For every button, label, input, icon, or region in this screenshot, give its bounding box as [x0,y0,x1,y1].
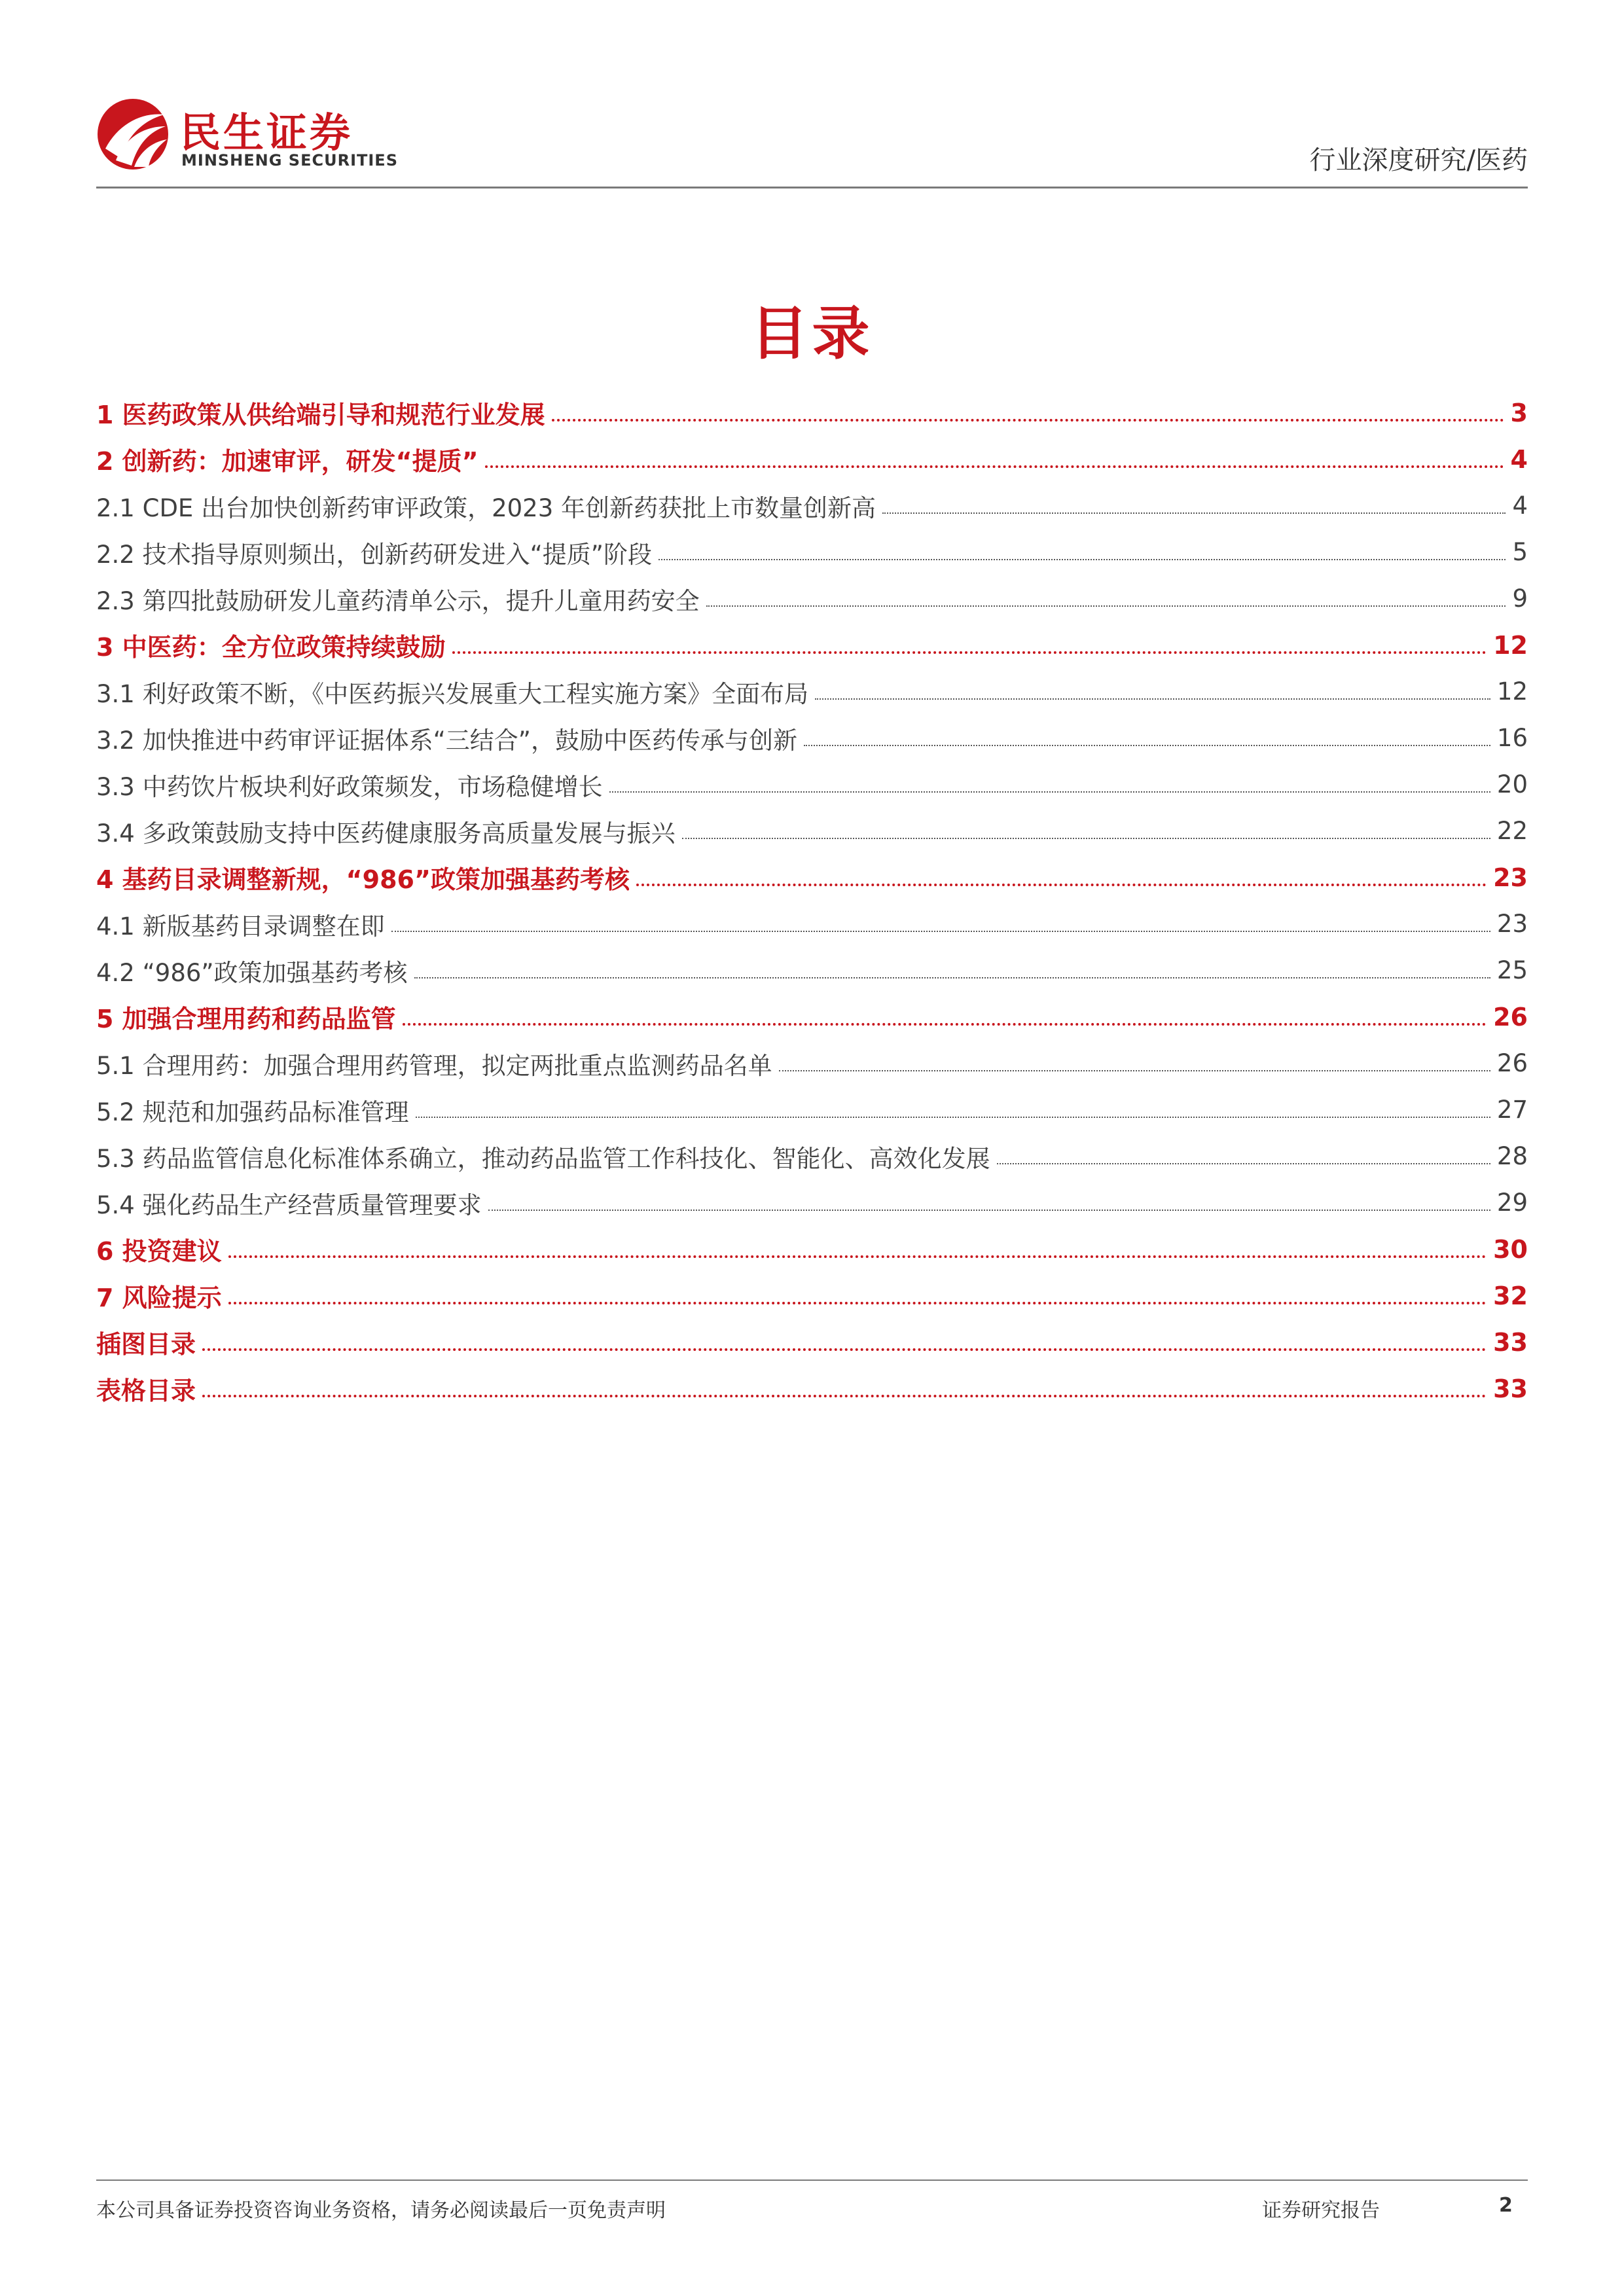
toc-entry-label: 2.2 技术指导原则频出，创新药研发进入“提质”阶段 [96,540,652,569]
toc-dot-leader [706,605,1506,607]
toc-dot-leader [202,1348,1487,1351]
logo-chinese-name: 民生证券 [180,109,353,156]
toc-entry-page: 23 [1493,863,1528,892]
toc-dot-leader [815,698,1490,700]
toc-dot-leader [228,1255,1487,1258]
toc-entry-subsection[interactable] [96,1040,1528,1086]
company-logo [96,95,410,173]
toc-entry-subsection[interactable] [96,529,1528,575]
toc-dot-leader [414,977,1490,978]
toc-entry-page: 29 [1496,1189,1528,1217]
toc-entry-subsection[interactable] [96,808,1528,854]
toc-entry-label: 3.4 多政策鼓励支持中医药健康服务高质量发展与振兴 [96,819,676,848]
toc-entry-label: 3.1 利好政策不断，《中医药振兴发展重大工程实施方案》全面布局 [96,679,809,708]
footer-disclaimer: 本公司具备证券投资咨询业务资格，请务必阅读最后一页免责声明 [96,2199,666,2222]
report-category: 行业深度研究/医药 [1309,145,1528,175]
toc-entry-subsection[interactable] [96,761,1528,808]
toc-entry-subsection[interactable] [96,947,1528,994]
footer-page-number: 2 [1499,2194,1513,2217]
table-of-contents [96,389,1528,1412]
toc-entry-label: 4.2 “986”政策加强基药考核 [96,958,408,987]
toc-entry-label: 表格目录 [96,1376,196,1405]
toc-dot-leader [485,465,1504,468]
toc-dot-leader [228,1302,1487,1304]
toc-entry-page: 26 [1493,1002,1528,1031]
toc-entry-section[interactable] [96,1226,1528,1272]
toc-entry-page: 4 [1510,444,1528,474]
toc-entry-page: 30 [1493,1234,1528,1264]
toc-dot-leader [636,884,1487,886]
toc-dot-leader [202,1395,1487,1397]
toc-dot-leader [552,419,1504,422]
toc-entry-page: 22 [1496,817,1528,845]
toc-entry-label: 5.4 强化药品生产经营质量管理要求 [96,1191,482,1219]
toc-entry-label: 1 医药政策从供给端引导和规范行业发展 [96,401,545,429]
toc-entry-label: 5 加强合理用药和药品监管 [96,1005,396,1033]
toc-entry-label: 3.3 中药饮片板块利好政策频发，市场稳健增长 [96,772,603,801]
footer-divider [96,2179,1528,2181]
footer-report-type: 证券研究报告 [1262,2199,1380,2222]
toc-entry-label: 5.1 合理用药：加强合理用药管理，拟定两批重点监测药品名单 [96,1051,772,1080]
toc-entry-section[interactable] [96,1272,1528,1319]
toc-entry-page: 26 [1496,1049,1528,1077]
toc-entry-page: 32 [1493,1281,1528,1310]
toc-entry-page: 16 [1496,724,1528,752]
toc-dot-leader [682,838,1490,839]
toc-entry-page: 28 [1496,1142,1528,1170]
toc-entry-subsection[interactable] [96,1133,1528,1179]
toc-entry-page: 33 [1493,1374,1528,1403]
toc-entry-label: 7 风险提示 [96,1283,222,1312]
toc-entry-page: 33 [1493,1327,1528,1357]
toc-entry-label: 2.3 第四批鼓励研发儿童药清单公示，提升儿童用药安全 [96,586,700,615]
toc-entry-section[interactable] [96,622,1528,668]
toc-entry-section[interactable] [96,389,1528,436]
toc-dot-leader [391,931,1490,932]
toc-dot-leader [416,1117,1490,1118]
toc-entry-label: 插图目录 [96,1330,196,1359]
toc-entry-page: 20 [1496,770,1528,798]
toc-entry-subsection[interactable] [96,901,1528,947]
toc-entry-section[interactable] [96,1365,1528,1412]
toc-entry-label: 5.2 规范和加强药品标准管理 [96,1098,409,1126]
header-divider [96,187,1528,188]
toc-dot-leader [403,1023,1487,1026]
toc-entry-page: 5 [1512,538,1528,566]
minsheng-logo-icon [96,98,170,171]
toc-entry-label: 4 基药目录调整新规，“986”政策加强基药考核 [96,865,630,894]
toc-dot-leader [997,1163,1490,1164]
toc-entry-subsection[interactable] [96,482,1528,529]
toc-entry-page: 4 [1512,492,1528,520]
toc-entry-label: 2.1 CDE 出台加快创新药审评政策，2023 年创新药获批上市数量创新高 [96,493,876,522]
toc-entry-label: 3 中医药：全方位政策持续鼓励 [96,633,446,662]
toc-entry-subsection[interactable] [96,1179,1528,1226]
logo-english-name: MINSHENG SECURITIES [181,151,398,170]
toc-entry-subsection[interactable] [96,1086,1528,1133]
toc-entry-section[interactable] [96,854,1528,901]
toc-entry-page: 9 [1512,584,1528,613]
toc-entry-page: 25 [1496,956,1528,984]
toc-dot-leader [882,512,1506,514]
page-header [96,95,1528,187]
toc-entry-label: 2 创新药：加速审评，研发“提质” [96,447,478,476]
toc-dot-leader [452,651,1487,654]
toc-entry-subsection[interactable] [96,715,1528,761]
toc-dot-leader [659,559,1506,560]
toc-entry-page: 27 [1496,1096,1528,1124]
toc-entry-subsection[interactable] [96,575,1528,622]
toc-dot-leader [779,1070,1490,1071]
toc-dot-leader [488,1210,1490,1211]
toc-entry-page: 3 [1510,398,1528,427]
toc-entry-section[interactable] [96,436,1528,482]
toc-entry-section[interactable] [96,1319,1528,1365]
toc-dot-leader [804,745,1490,746]
toc-entry-section[interactable] [96,994,1528,1040]
toc-entry-label: 4.1 新版基药目录调整在即 [96,912,385,941]
toc-entry-page: 12 [1493,630,1528,660]
toc-dot-leader [609,791,1490,793]
toc-entry-label: 6 投资建议 [96,1237,222,1266]
toc-entry-label: 3.2 加快推进中药审评证据体系“三结合”，鼓励中医药传承与创新 [96,726,797,755]
toc-entry-subsection[interactable] [96,668,1528,715]
toc-entry-label: 5.3 药品监管信息化标准体系确立，推动药品监管工作科技化、智能化、高效化发展 [96,1144,990,1173]
toc-entry-page: 23 [1496,910,1528,938]
toc-title: 目录 [750,300,874,367]
toc-entry-page: 12 [1496,677,1528,706]
